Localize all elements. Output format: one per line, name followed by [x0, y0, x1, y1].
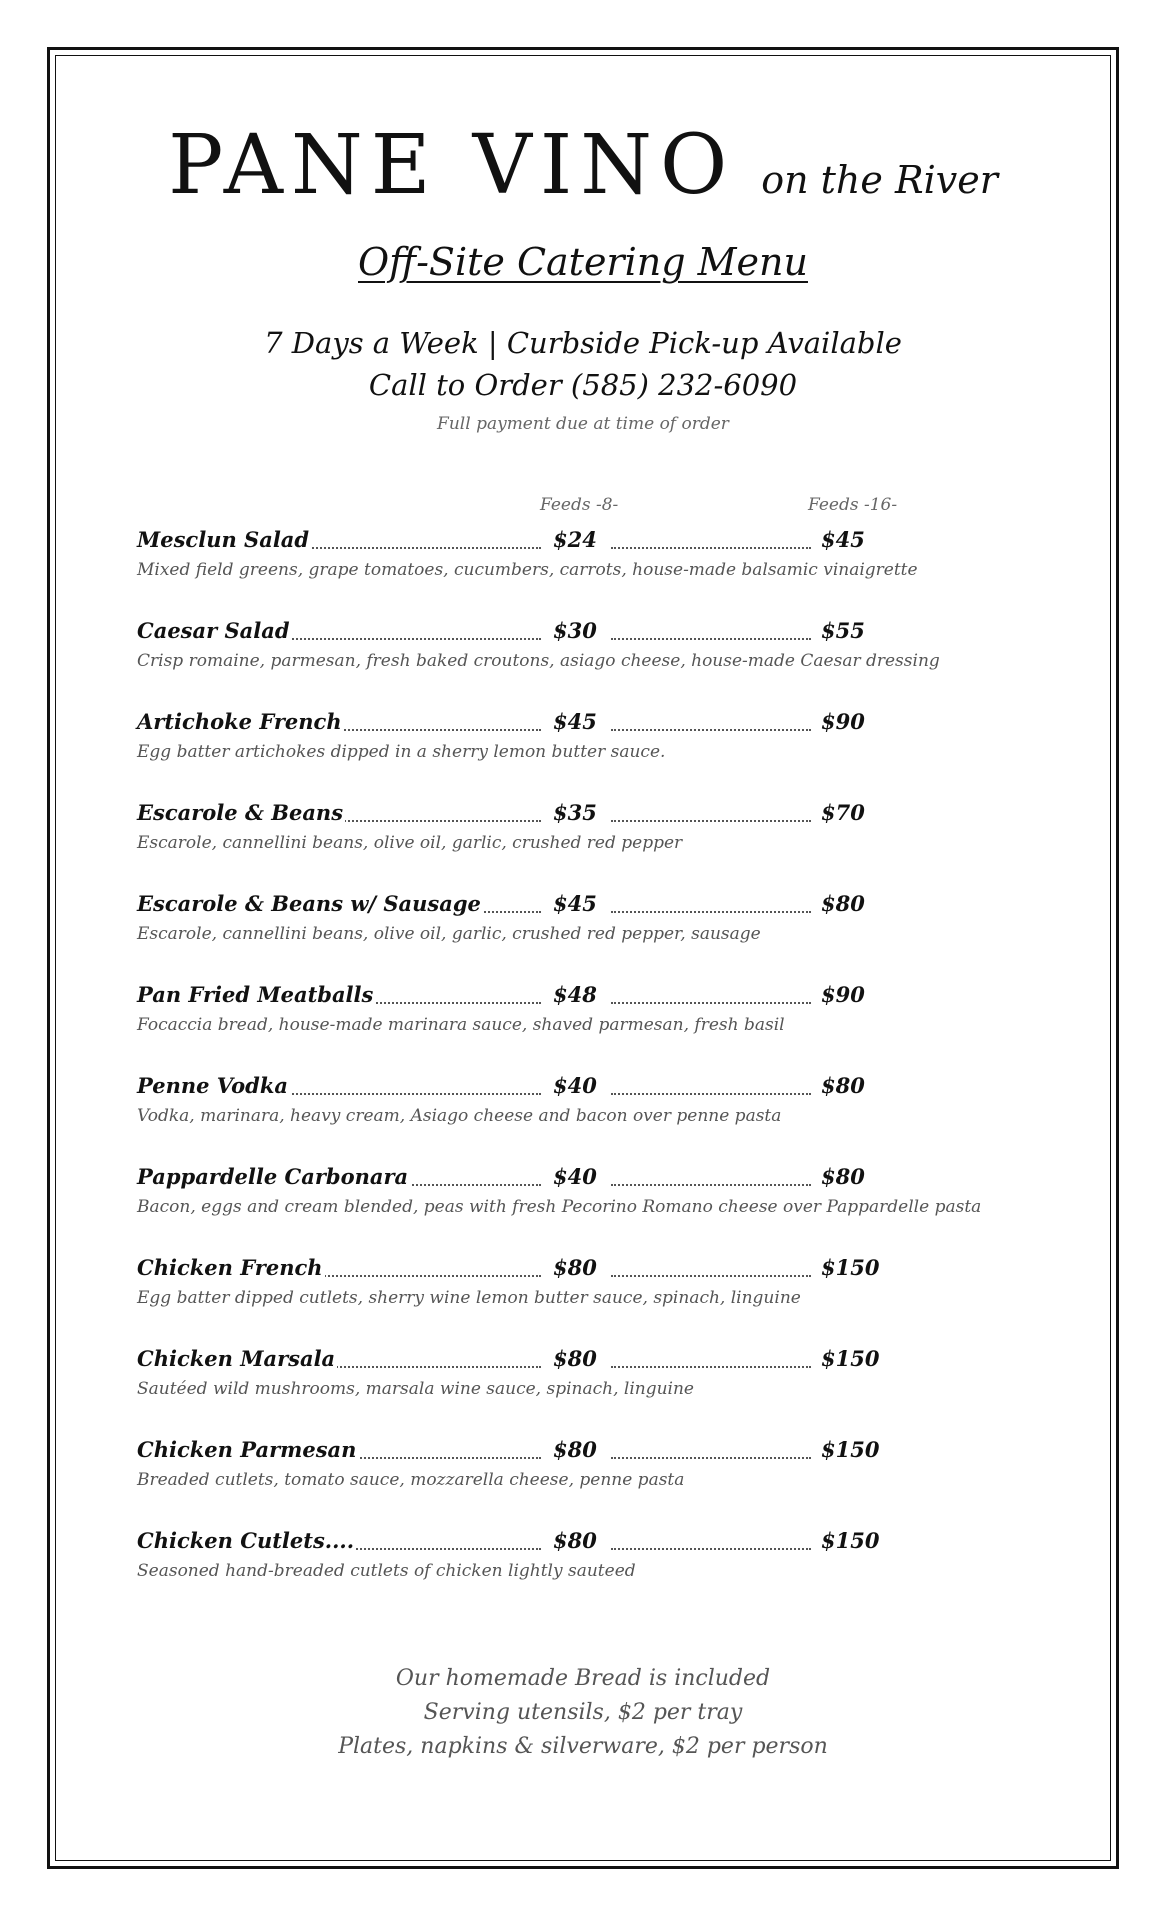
item-name: Pan Fried Meatballs	[137, 982, 374, 1007]
menu-item	[137, 618, 1037, 688]
dot-leader	[611, 1093, 811, 1095]
item-description: Bacon, eggs and cream blended, peas with fresh Pecorino Romano cheese over Pappardelle pasta	[137, 1197, 982, 1217]
price-feeds-16: $150	[821, 1255, 880, 1280]
column-header-feeds-8: Feeds -8-	[540, 495, 619, 515]
price-feeds-16: $80	[821, 891, 865, 916]
price-feeds-8: $35	[553, 800, 597, 825]
item-description: Egg batter dipped cutlets, sherry wine lemon butter sauce, spinach, linguine	[137, 1288, 801, 1308]
restaurant-name-suffix: on the River	[761, 158, 998, 202]
menu-item	[137, 1255, 1037, 1325]
dot-leader	[611, 1002, 811, 1004]
price-feeds-8: $45	[553, 709, 597, 734]
menu-title	[0, 118, 1166, 213]
dot-leader	[611, 1548, 811, 1550]
item-name: Artichoke French	[137, 709, 342, 734]
item-description: Crisp romaine, parmesan, fresh baked croutons, asiago cheese, house-made Caesar dressing	[137, 651, 940, 671]
price-feeds-8: $80	[553, 1437, 597, 1462]
menu-item	[137, 891, 1037, 961]
item-description: Escarole, cannellini beans, olive oil, garlic, crushed red pepper	[137, 833, 683, 853]
price-feeds-16: $90	[821, 982, 865, 1007]
item-description: Seasoned hand-breaded cutlets of chicken lightly sauteed	[137, 1561, 636, 1581]
price-feeds-8: $48	[553, 982, 597, 1007]
price-feeds-8: $30	[553, 618, 597, 643]
menu-item	[137, 1528, 1037, 1598]
item-name: Chicken French	[137, 1255, 323, 1280]
dot-leader	[611, 1457, 811, 1459]
price-feeds-16: $150	[821, 1346, 880, 1371]
menu-item	[137, 1346, 1037, 1416]
price-feeds-16: $150	[821, 1437, 880, 1462]
item-description: Vodka, marinara, heavy cream, Asiago cheese and bacon over penne pasta	[137, 1106, 782, 1126]
bread-note: Our homemade Bread is included	[395, 1666, 771, 1691]
price-feeds-16: $150	[821, 1528, 880, 1553]
menu-item	[137, 709, 1037, 779]
price-feeds-8: $40	[553, 1164, 597, 1189]
price-feeds-16: $45	[821, 527, 865, 552]
price-feeds-8: $80	[553, 1255, 597, 1280]
item-name: Pappardelle Carbonara	[137, 1164, 409, 1189]
availability-line: 7 Days a Week | Curbside Pick-up Available	[264, 326, 902, 360]
item-description: Egg batter artichokes dipped in a sherry lemon butter sauce.	[137, 742, 666, 762]
menu-item	[137, 1164, 1037, 1234]
item-name: Chicken Cutlets....	[137, 1528, 355, 1553]
item-name: Escarole & Beans	[137, 800, 344, 825]
item-name: Chicken Parmesan	[137, 1437, 357, 1462]
item-description: Focaccia bread, house-made marinara sauce, shaved parmesan, fresh basil	[137, 1015, 785, 1035]
item-name: Chicken Marsala	[137, 1346, 336, 1371]
dot-leader	[611, 1184, 811, 1186]
price-feeds-8: $40	[553, 1073, 597, 1098]
dot-leader	[611, 1275, 811, 1277]
menu-item	[137, 527, 1037, 597]
item-description: Mixed field greens, grape tomatoes, cucumbers, carrots, house-made balsamic vinaigrette	[137, 560, 918, 580]
menu-item	[137, 1073, 1037, 1143]
plates-note: Plates, napkins & silverware, $2 per person	[338, 1734, 828, 1759]
item-name: Penne Vodka	[137, 1073, 289, 1098]
item-name: Escarole & Beans w/ Sausage	[137, 891, 481, 916]
phone-line: Call to Order (585) 232-6090	[368, 368, 798, 402]
price-feeds-16: $90	[821, 709, 865, 734]
dot-leader	[611, 911, 811, 913]
price-feeds-16: $80	[821, 1073, 865, 1098]
price-feeds-8: $24	[553, 527, 597, 552]
item-name: Caesar Salad	[137, 618, 290, 643]
menu-item	[137, 1437, 1037, 1507]
price-feeds-8: $80	[553, 1346, 597, 1371]
column-header-feeds-16: Feeds -16-	[808, 495, 898, 515]
restaurant-name: PANE VINO	[168, 118, 736, 213]
dot-leader	[611, 820, 811, 822]
utensils-note: Serving utensils, $2 per tray	[423, 1700, 743, 1725]
item-name: Mesclun Salad	[137, 527, 310, 552]
payment-note: Full payment due at time of order	[437, 414, 729, 434]
menu-subtitle: Off-Site Catering Menu	[358, 240, 808, 284]
item-description: Escarole, cannellini beans, olive oil, garlic, crushed red pepper, sausage	[137, 924, 761, 944]
dot-leader	[611, 547, 811, 549]
item-description: Sautéed wild mushrooms, marsala wine sauce, spinach, linguine	[137, 1379, 694, 1399]
price-feeds-16: $55	[821, 618, 865, 643]
menu-item	[137, 800, 1037, 870]
item-description: Breaded cutlets, tomato sauce, mozzarella cheese, penne pasta	[137, 1470, 685, 1490]
dot-leader	[611, 638, 811, 640]
price-feeds-16: $80	[821, 1164, 865, 1189]
dot-leader	[611, 1366, 811, 1368]
price-feeds-16: $70	[821, 800, 865, 825]
price-feeds-8: $80	[553, 1528, 597, 1553]
menu-item	[137, 982, 1037, 1052]
price-feeds-8: $45	[553, 891, 597, 916]
dot-leader	[611, 729, 811, 731]
